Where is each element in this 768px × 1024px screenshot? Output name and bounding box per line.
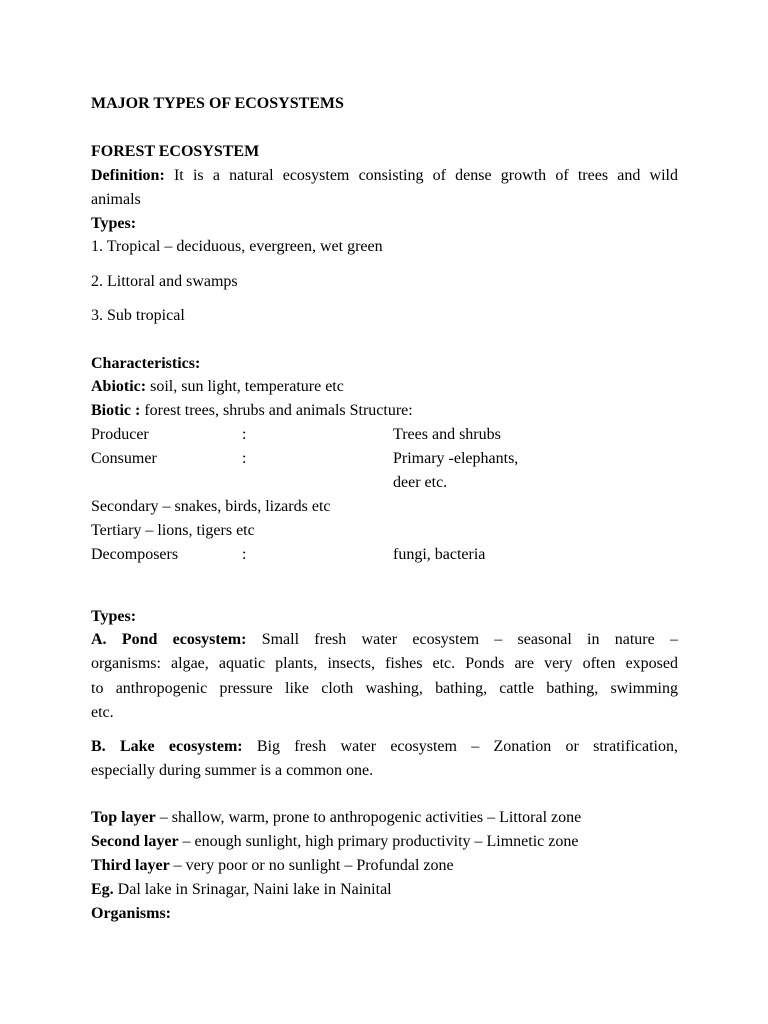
pond-line xyxy=(91,630,678,650)
structure-label: Producer xyxy=(91,426,149,443)
lake-text: Big fresh water ecosystem – Zonation or stratification, xyxy=(242,738,678,755)
structure-separator: : xyxy=(242,546,247,563)
second-layer-text: – enough sunlight, high primary productivity – Limnetic zone xyxy=(178,833,579,850)
second-layer-label: Second layer xyxy=(91,833,179,850)
types-item: 1. Tropical – deciduous, evergreen, wet green xyxy=(91,238,383,255)
types-item: 3. Sub tropical xyxy=(91,307,185,324)
definition-label: Definition: xyxy=(91,167,165,184)
top-layer-line xyxy=(91,808,581,828)
structure-separator: : xyxy=(242,450,247,467)
abiotic-label: Abiotic: xyxy=(91,378,147,395)
biotic-label: Biotic : xyxy=(91,402,141,419)
structure-value: Primary -elephants, xyxy=(393,450,519,467)
structure-value: Trees and shrubs xyxy=(393,426,501,443)
structure-value-continuation: deer etc. xyxy=(393,474,448,491)
document-title: MAJOR TYPES OF ECOSYSTEMS xyxy=(91,95,344,112)
types-label: Types: xyxy=(91,215,137,232)
pond-line: etc. xyxy=(91,704,114,721)
definition-text: It is a natural ecosystem consisting of dense growth of trees and wild xyxy=(164,167,678,184)
structure-row-producer xyxy=(91,425,691,445)
pond-line: organisms: algae, aquatic plants, insects, fishes etc. Ponds are very often exposed xyxy=(91,655,678,672)
forest-heading: FOREST ECOSYSTEM xyxy=(91,143,260,160)
types-item: 2. Littoral and swamps xyxy=(91,273,238,290)
structure-value: fungi, bacteria xyxy=(393,546,486,563)
structure-row-consumer xyxy=(91,449,691,469)
characteristics-label: Characteristics: xyxy=(91,355,201,372)
lake-label: B. Lake ecosystem: xyxy=(91,738,243,755)
example-text: Dal lake in Srinagar, Naini lake in Nainital xyxy=(113,881,392,898)
third-layer-label: Third layer xyxy=(91,857,170,874)
pond-line: to anthropogenic pressure like cloth washing, bathing, cattle bathing, swimming xyxy=(91,680,678,697)
example-line xyxy=(91,880,392,900)
abiotic-text: soil, sun light, temperature etc xyxy=(146,378,344,395)
top-layer-label: Top layer xyxy=(91,809,156,826)
top-layer-text: – shallow, warm, prone to anthropogenic activities – Littoral zone xyxy=(155,809,582,826)
second-layer-line xyxy=(91,832,578,852)
abiotic-line xyxy=(91,377,344,397)
structure-row-decomposers xyxy=(91,545,691,565)
pond-text: Small fresh water ecosystem – seasonal in nature – xyxy=(246,631,679,648)
biotic-text: forest trees, shrubs and animals Structure: xyxy=(140,402,413,419)
example-label: Eg. xyxy=(91,881,114,898)
structure-label: Consumer xyxy=(91,450,157,467)
tertiary-line: Tertiary – lions, tigers etc xyxy=(91,522,255,539)
pond-label: A. Pond ecosystem: xyxy=(91,631,247,648)
organisms-label: Organisms: xyxy=(91,905,171,922)
structure-separator: : xyxy=(242,426,247,443)
definition-line xyxy=(91,166,678,186)
lake-line xyxy=(91,737,678,757)
secondary-line: Secondary – snakes, birds, lizards etc xyxy=(91,498,331,515)
aquatic-types-label: Types: xyxy=(91,608,137,625)
third-layer-text: – very poor or no sunlight – Profundal zone xyxy=(169,857,454,874)
third-layer-line xyxy=(91,856,454,876)
definition-continuation: animals xyxy=(91,191,141,208)
biotic-line xyxy=(91,401,413,421)
lake-line: especially during summer is a common one. xyxy=(91,762,374,779)
structure-label: Decomposers xyxy=(91,546,179,563)
